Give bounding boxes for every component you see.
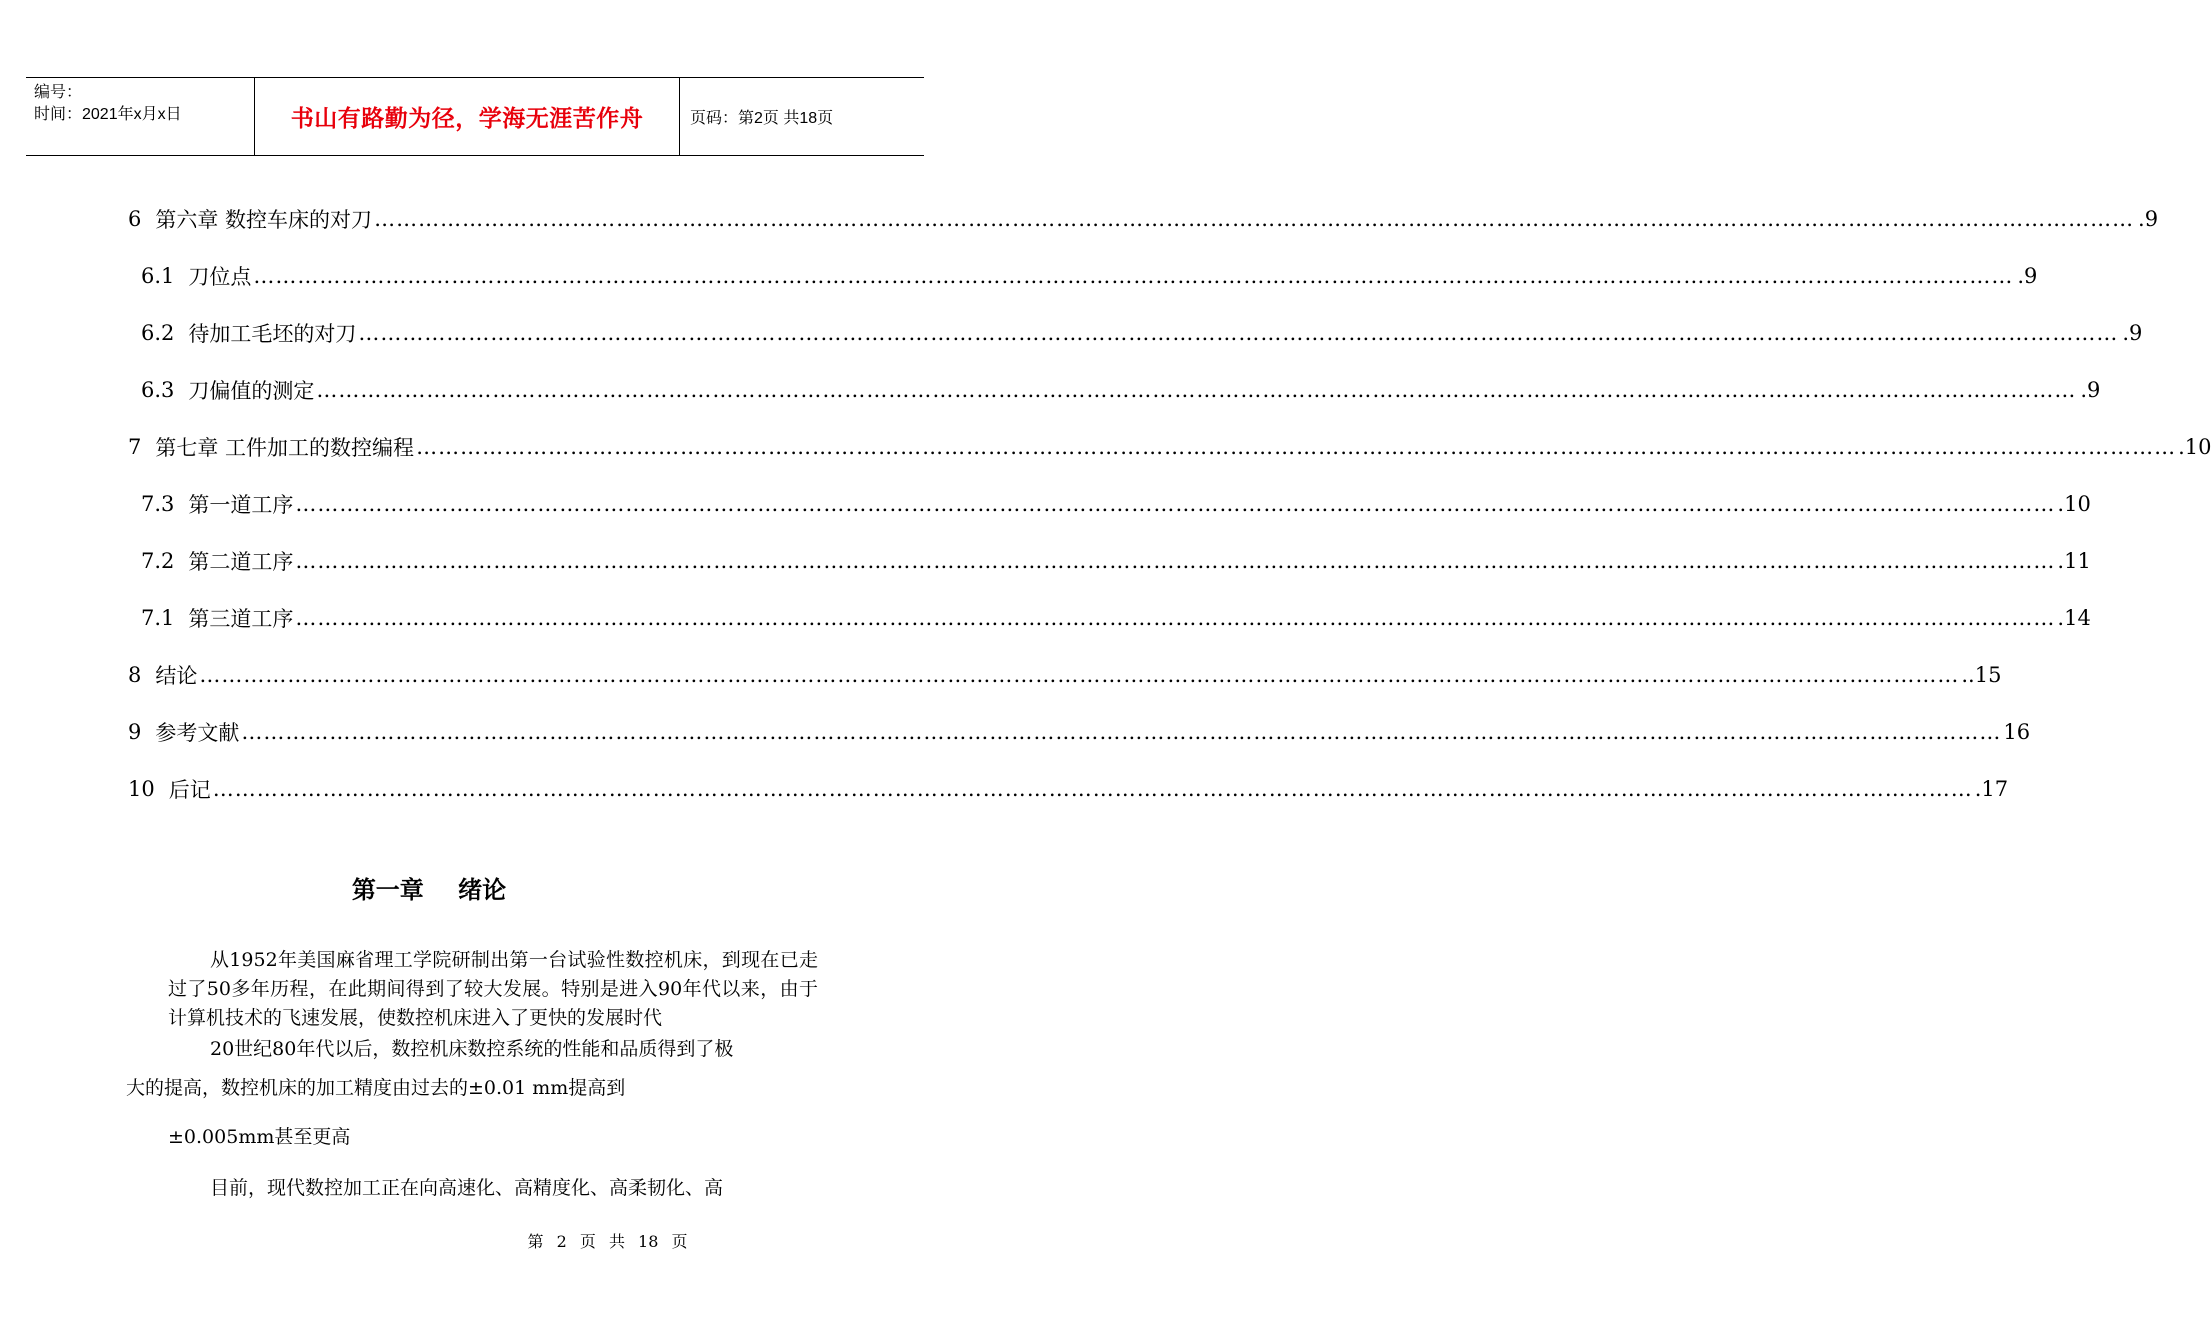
toc-entry[interactable] [128, 646, 2002, 703]
toc-entry-page: .17 [1974, 776, 2009, 801]
toc-entry-title: 结论 [155, 663, 198, 688]
toc-entry-page: .9 [2080, 377, 2101, 402]
toc-entry[interactable] [128, 532, 2091, 589]
paragraph-history: 从1952年美国麻省理工学院研制出第一台试验性数控机床，到现在已走过了50多年历程，在此期间得到了较大发展。特别是进入90年代以来，由于计算机技术的飞速发展，使数控机床进入了更快的发展时代 [168, 949, 818, 1029]
toc-entry[interactable] [128, 760, 2009, 817]
toc-entry-title: 参考文献 [155, 720, 240, 745]
toc-entry-title: 待加工毛坯的对刀 [188, 321, 357, 346]
page-footer: 第 2 页 共 18 页 [527, 1232, 688, 1251]
toc-entry-title: 第一道工序 [188, 492, 294, 517]
toc-entry[interactable] [128, 190, 2159, 247]
header-page-info: 页码：第2页 共18页 [690, 110, 834, 127]
page-header [26, 77, 924, 156]
toc-entry-number: 6.2 [141, 320, 175, 345]
toc-entry[interactable] [128, 475, 2091, 532]
toc-entry-page: .11 [2057, 548, 2091, 573]
document-time: 时间：2021年x月x日 [34, 106, 182, 123]
toc-entry-number: 7.1 [141, 605, 175, 630]
toc-entry-title: 刀偏值的测定 [188, 378, 315, 403]
toc-leader-dots: …………………………………………………………………………………………………………………………………………………………………………………………………………………… [212, 776, 1973, 801]
toc-entry-title: 刀位点 [188, 264, 252, 289]
toc-entry-number: 9 [128, 719, 142, 744]
paragraph-precision-line-3: ±0.005mm甚至更高 [168, 1126, 351, 1148]
toc-leader-dots: …………………………………………………………………………………………………………………………………………………………………………………………………………………… [253, 263, 2014, 288]
toc-leader-dots: …………………………………………………………………………………………………………………………………………………………………………………………………………………… [374, 206, 2135, 231]
toc-leader-dots: …………………………………………………………………………………………………………………………………………………………………………………………………………………… [241, 719, 2002, 744]
toc-entry-number: 7.2 [141, 548, 175, 573]
toc-leader-dots: …………………………………………………………………………………………………………………………………………………………………………………………………………………… [295, 491, 2056, 516]
header-motto: 书山有路勤为径，学海无涯苦作舟 [254, 78, 680, 155]
toc-leader-dots: …………………………………………………………………………………………………………………………………………………………………………………………………………………… [316, 377, 2077, 402]
toc-entry-number: 8 [128, 662, 142, 687]
toc-entry[interactable] [128, 703, 2031, 760]
paragraph-precision-line-1: 20世纪80年代以后，数控机床数控系统的性能和品质得到了极 [210, 1038, 734, 1060]
header-meta [26, 78, 254, 155]
paragraph-precision [126, 1035, 818, 1152]
toc-entry-page: .9 [2017, 263, 2038, 288]
toc-entry-number: 6.3 [141, 377, 175, 402]
toc-leader-dots: …………………………………………………………………………………………………………………………………………………………………………………………………………………… [295, 605, 2056, 630]
toc-entry-page: 16 [2003, 719, 2031, 744]
toc-leader-dots: …………………………………………………………………………………………………………………………………………………………………………………………………………………… [416, 434, 2177, 459]
toc-entry-page: ..15 [1961, 662, 2002, 687]
toc-entry-number: 6.1 [141, 263, 175, 288]
toc-entry-title: 后记 [168, 777, 211, 802]
toc-entry-page: .9 [2138, 206, 2159, 231]
toc-entry-page: .10 [2057, 491, 2091, 516]
toc-entry-title: 第三道工序 [188, 606, 294, 631]
toc-leader-dots: …………………………………………………………………………………………………………………………………………………………………………………………………………………… [295, 548, 2056, 573]
toc-leader-dots: …………………………………………………………………………………………………………………………………………………………………………………………………………………… [199, 662, 1960, 687]
toc-entry-number: 7.3 [141, 491, 175, 516]
document-number-label: 编号： [34, 84, 83, 101]
toc-entry-number: 7 [128, 434, 142, 459]
toc-entry-page: .9 [2122, 320, 2143, 345]
toc-entry-title: 第六章 数控车床的对刀 [155, 207, 373, 232]
toc-entry-page: .10 [2178, 434, 2211, 459]
paragraph-trends: 目前，现代数控加工正在向高速化、高精度化、高柔韧化、高 [210, 1177, 724, 1199]
toc-entry[interactable] [128, 361, 2101, 418]
table-of-contents [128, 190, 2211, 817]
chapter-title: 第一章 绪论 [351, 876, 507, 904]
toc-entry-page: .14 [2057, 605, 2091, 630]
paragraph-precision-line-2: 大的提高，数控机床的加工精度由过去的±0.01 mm提高到 [126, 1077, 626, 1099]
toc-entry-title: 第七章 工件加工的数控编程 [155, 435, 415, 460]
toc-entry[interactable] [128, 247, 2038, 304]
body-text [126, 946, 818, 1203]
toc-entry[interactable] [128, 418, 2211, 475]
toc-entry[interactable] [128, 589, 2091, 646]
toc-entry[interactable] [128, 304, 2143, 361]
toc-entry-title: 第二道工序 [188, 549, 294, 574]
toc-entry-number: 10 [128, 776, 155, 801]
toc-leader-dots: …………………………………………………………………………………………………………………………………………………………………………………………………………………… [358, 320, 2119, 345]
toc-entry-number: 6 [128, 206, 142, 231]
